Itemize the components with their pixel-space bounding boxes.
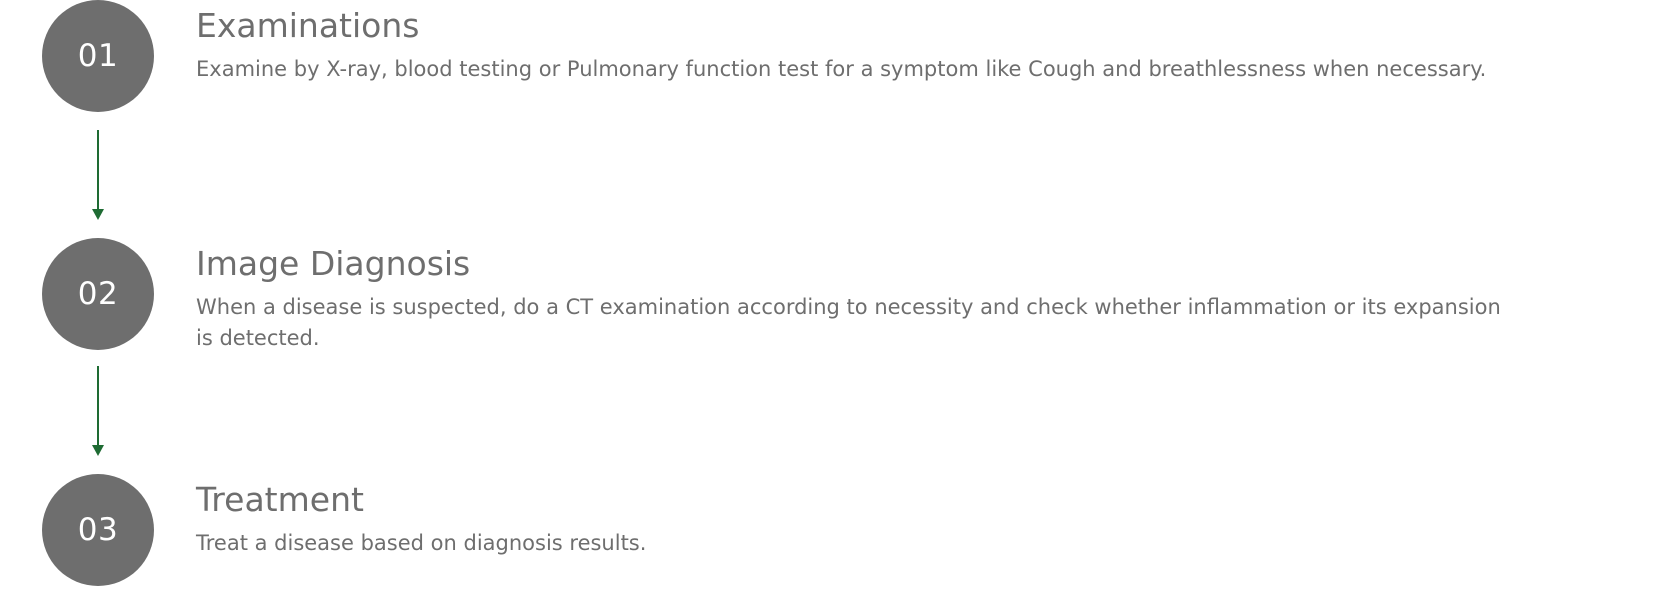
step-1-title: Examinations xyxy=(196,6,420,45)
step-2-title: Image Diagnosis xyxy=(196,244,471,283)
connector-2-wrapper xyxy=(0,366,196,474)
step-3-badge-column xyxy=(0,474,196,586)
step-2-text-column xyxy=(196,238,1680,353)
flow-step-2 xyxy=(0,238,1680,366)
flow-step-3 xyxy=(0,474,1680,604)
step-3-number-badge: 03 xyxy=(42,474,154,586)
step-2-badge-column xyxy=(0,238,196,350)
connector-line-2 xyxy=(97,366,99,446)
connector-line-1 xyxy=(97,130,99,210)
connector-arrowhead-1 xyxy=(92,209,104,220)
connector-arrowhead-2 xyxy=(92,445,104,456)
flow-step-1 xyxy=(0,0,1680,130)
step-1-text-column xyxy=(196,0,1680,85)
arrow-down-icon-2 xyxy=(97,366,99,474)
connector-1-wrapper xyxy=(0,130,196,238)
step-3-description: Treat a disease based on diagnosis results. xyxy=(196,531,647,556)
step-2-number-badge: 02 xyxy=(42,238,154,350)
step-1-badge-column xyxy=(0,0,196,112)
step-3-title: Treatment xyxy=(196,480,364,519)
arrow-down-icon-1 xyxy=(97,130,99,238)
step-3-text-column xyxy=(196,474,1680,559)
step-1-number-badge: 01 xyxy=(42,0,154,112)
step-2-description: When a disease is suspected, do a CT examination according to necessity and check whether inflammation or its expansion is detected. xyxy=(196,295,1501,350)
step-1-description: Examine by X-ray, blood testing or Pulmonary function test for a symptom like Cough and breathlessness when necessary. xyxy=(196,57,1487,82)
